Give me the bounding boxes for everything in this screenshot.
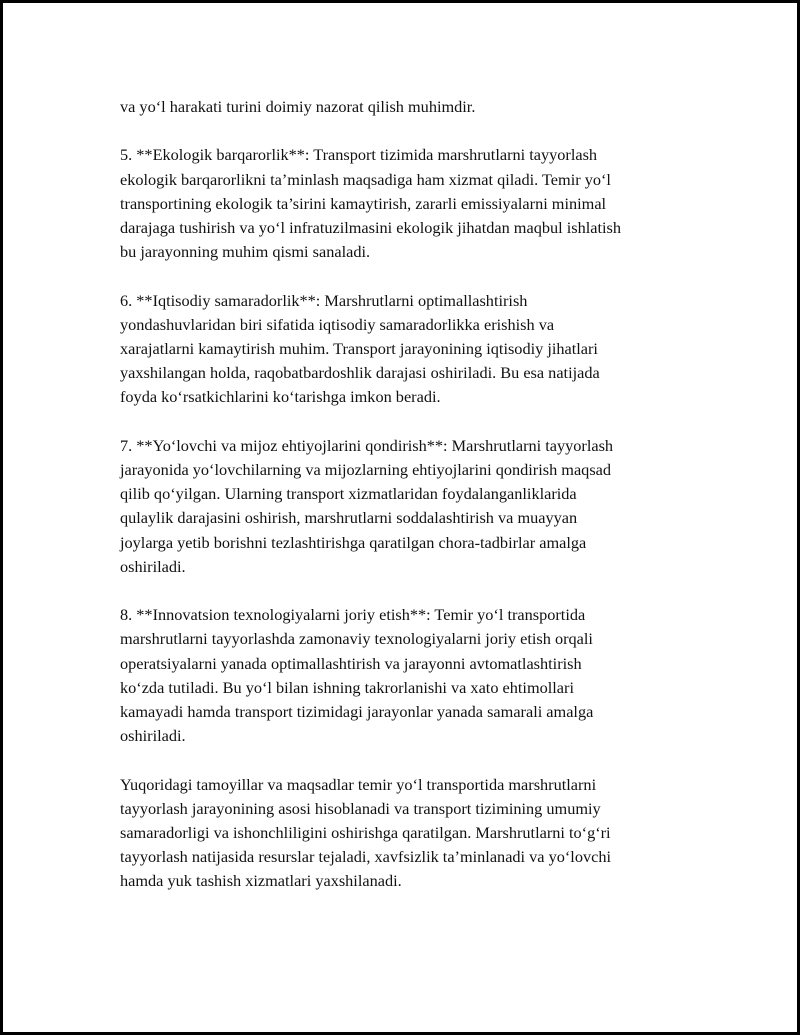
text-line: 6. **Iqtisodiy samaradorlik**: Marshrutlarni optimallashtirish <box>120 290 528 310</box>
text-line: oshiriladi. <box>120 726 186 746</box>
paragraph-passenger-needs <box>120 434 700 579</box>
text-line: ekologik barqarorlikni ta’minlash maqsadiga ham xizmat qiladi. Temir yo‘l <box>120 169 611 189</box>
text-line: va yo‘l harakati turini doimiy nazorat qilish muhimdir. <box>120 97 476 116</box>
text-line: 7. **Yo‘lovchi va mijoz ehtiyojlarini qondirish**: Marshrutlarni tayyorlash <box>120 435 614 455</box>
text-line: 5. **Ekologik barqarorlik**: Transport tizimida marshrutlarni tayyorlash <box>120 145 598 165</box>
text-line: Yuqoridagi tamoyillar va maqsadlar temir yo‘l transportida marshrutlarni <box>120 774 597 794</box>
text-line: joylarga yetib borishni tezlashtirishga qaratilgan chora-tadbirlar amalga <box>120 532 587 552</box>
text-line: yaxshilangan holda, raqobatbardoshlik darajasi oshiriladi. Bu esa natijada <box>120 363 600 383</box>
text-line: foyda ko‘rsatkichlarini ko‘tarishga imkon beradi. <box>120 387 441 407</box>
text-line: oshiriladi. <box>120 556 186 576</box>
text-line: yondashuvlaridan biri sifatida iqtisodiy samaradorlikka erishish va <box>120 314 555 334</box>
document-body <box>120 95 700 894</box>
text-line: qulaylik darajasini oshirish, marshrutlarni soddalashtirish va muayyan <box>120 508 578 528</box>
text-line: tayyorlash jarayonining asosi hisoblanadi va transport tizimining umumiy <box>120 798 601 818</box>
text-line: samaradorligi va ishonchliligini oshirishga qaratilgan. Marshrutlarni to‘g‘ri <box>120 823 611 843</box>
text-line: marshrutlarni tayyorlashda zamonaviy texnologiyalarni joriy etish orqali <box>120 629 593 649</box>
paragraph-ecological-sustainability <box>120 143 700 264</box>
text-line: hamda yuk tashish xizmatlari yaxshilanadi. <box>120 871 402 891</box>
text-line: ko‘zda tutiladi. Bu yo‘l bilan ishning takrorlanishi va xato ehtimollari <box>120 677 574 697</box>
paragraph-economic-efficiency <box>120 289 700 410</box>
text-line: bu jarayonning muhim qismi sanaladi. <box>120 242 371 262</box>
text-line: darajaga tushirish va yo‘l infratuzilmasini ekologik jihatdan maqbul ishlatish <box>120 218 621 237</box>
text-line: kamayadi hamda transport tizimidagi jarayonlar yanada samarali amalga <box>120 702 594 722</box>
text-line: 8. **Innovatsion texnologiyalarni joriy etish**: Temir yo‘l transportida <box>120 605 586 625</box>
paragraph-continuation <box>120 95 700 119</box>
text-line: jarayonida yo‘lovchilarning va mijozlarning ehtiyojlarini qondirish maqsad <box>120 460 612 479</box>
text-line: operatsiyalarni yanada optimallashtirish va jarayonni avtomatlashtirish <box>120 653 582 673</box>
paragraph-conclusion <box>120 773 700 894</box>
text-line: qilib qo‘yilgan. Ularning transport xizmatlaridan foydalanganliklarida <box>120 484 577 504</box>
text-line: tayyorlash natijasida resurslar tejaladi, xavfsizlik ta’minlanadi va yo‘lovchi <box>120 847 611 867</box>
text-line: xarajatlarni kamaytirish muhim. Transport jarayonining iqtisodiy jihatlari <box>120 339 598 358</box>
paragraph-innovative-technologies <box>120 603 700 748</box>
text-line: transportining ekologik ta’sirini kamaytirish, zararli emissiyalarni minimal <box>120 193 607 213</box>
